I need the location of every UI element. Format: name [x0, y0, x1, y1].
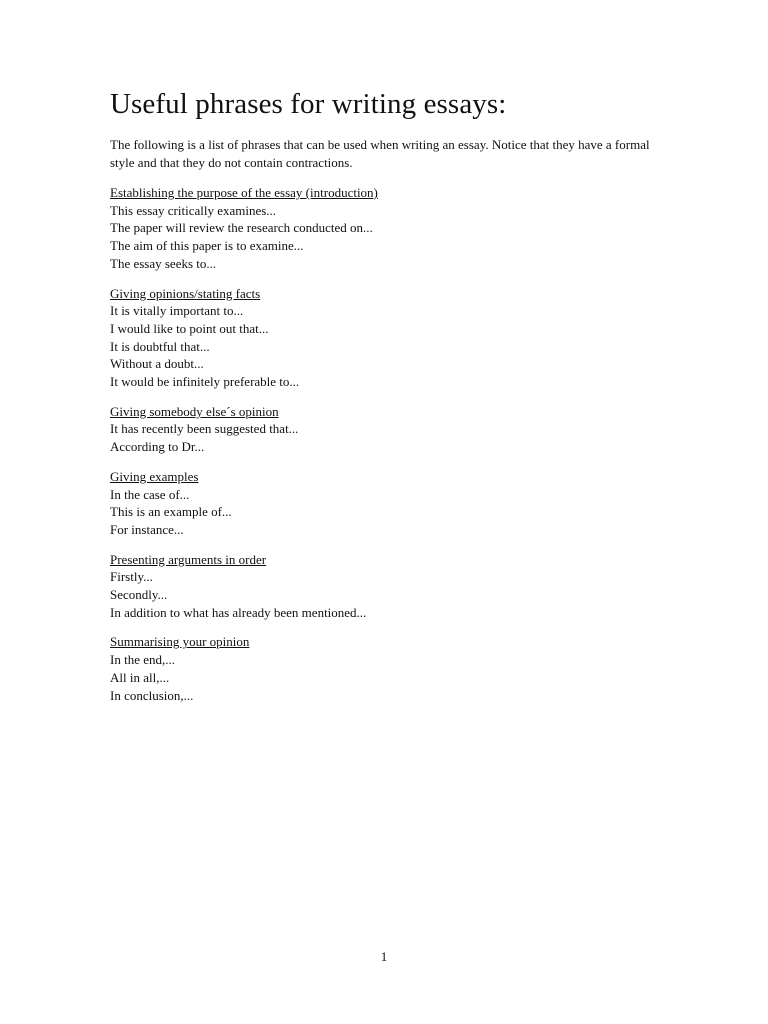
phrase-list: [110, 651, 670, 704]
page-title: Useful phrases for writing essays:: [110, 88, 507, 120]
section-introduction: [110, 184, 670, 273]
phrase-list: [110, 486, 670, 539]
phrase-item: The aim of this paper is to examine...: [110, 238, 304, 254]
section-heading: Giving somebody else´s opinion: [110, 403, 279, 419]
phrase-item: Secondly...: [110, 587, 168, 603]
section-heading: Giving opinions/stating facts: [110, 285, 261, 301]
section-summarising: [110, 633, 670, 704]
phrase-item: All in all,...: [110, 669, 170, 685]
phrase-item: It would be infinitely preferable to...: [110, 374, 300, 390]
section-arguments-order: [110, 551, 670, 622]
phrase-item: Without a doubt...: [110, 356, 204, 372]
intro-paragraph: The following is a list of phrases that can be used when writing an essay. Notice that they have a formal style and that they do not contain contractions.: [110, 137, 650, 170]
section-heading: Giving examples: [110, 468, 199, 484]
phrase-item: In addition to what has already been mentioned...: [110, 604, 367, 620]
section-heading: Summarising your opinion: [110, 634, 250, 650]
phrase-item: In conclusion,...: [110, 687, 194, 703]
page-number: 1: [380, 949, 388, 964]
document-content: [110, 86, 670, 716]
section-opinions: [110, 285, 670, 391]
phrase-item: This is an example of...: [110, 504, 232, 520]
phrase-item: It is vitally important to...: [110, 303, 244, 319]
section-examples: [110, 468, 670, 539]
phrase-item: For instance...: [110, 521, 184, 537]
phrase-item: It is doubtful that...: [110, 338, 210, 354]
phrase-item: In the case of...: [110, 486, 190, 502]
phrase-list: [110, 302, 670, 391]
phrase-item: Firstly...: [110, 569, 153, 585]
phrase-item: I would like to point out that...: [110, 320, 269, 336]
phrase-item: It has recently been suggested that...: [110, 421, 299, 437]
phrase-list: [110, 420, 670, 455]
phrase-item: This essay critically examines...: [110, 202, 277, 218]
phrase-list: [110, 202, 670, 273]
section-heading: Establishing the purpose of the essay (introduction): [110, 185, 378, 200]
phrase-item: In the end,...: [110, 652, 175, 668]
phrase-item: The paper will review the research conducted on...: [110, 220, 373, 236]
phrase-item: The essay seeks to...: [110, 255, 217, 271]
phrase-item: According to Dr...: [110, 439, 205, 455]
section-heading: Presenting arguments in order: [110, 551, 267, 567]
phrase-list: [110, 568, 670, 621]
section-others-opinion: [110, 403, 670, 456]
